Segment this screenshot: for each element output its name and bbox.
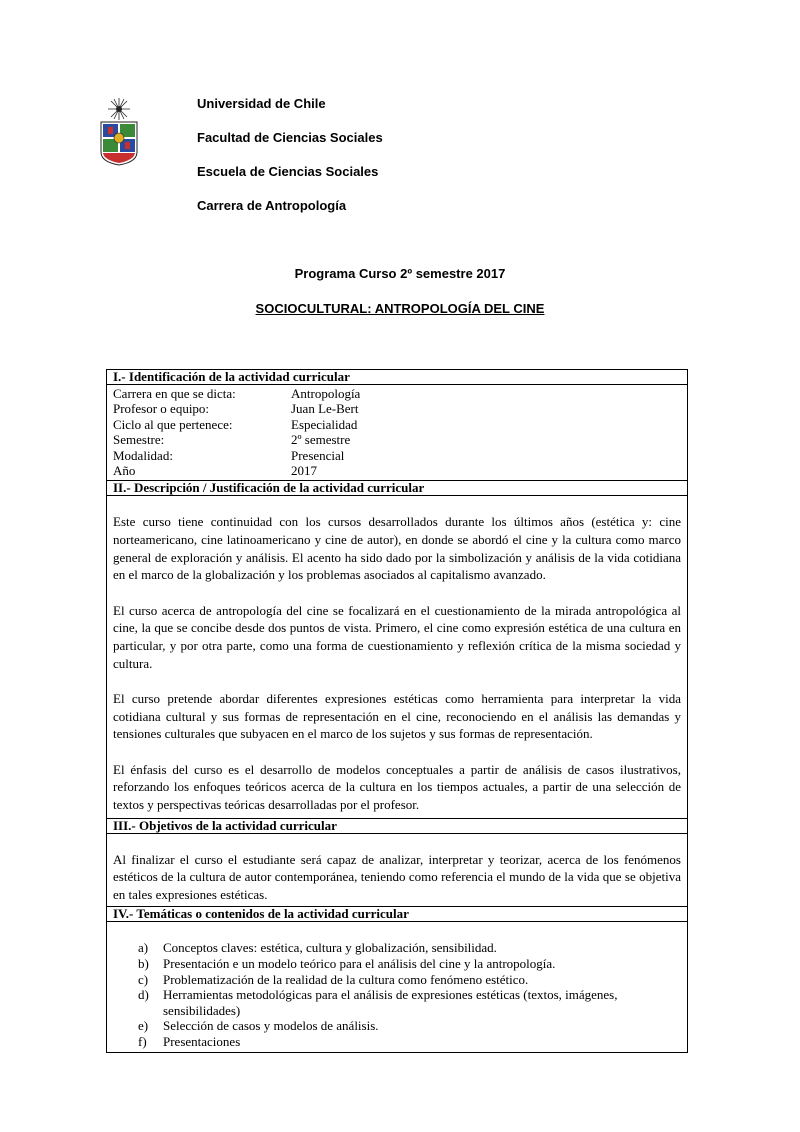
description-body [107,496,687,817]
description-paragraph: El curso pretende abordar diferentes expresiones estéticas como herramienta para interpretar la vida cotidiana cultural y sus formas de representación en el cine, reconociendo en el análisis las demandas y tensiones culturales que subyacen en el marco de los sujetos y sus formas de representación. [113,691,681,742]
list-marker: e) [138,1018,149,1034]
career-name: Carrera de Antropología [197,198,347,213]
list-text: Problematización de la realidad de la cultura como fenómeno estético. [163,971,529,987]
contents-list [107,922,687,1051]
list-marker: b) [138,956,149,972]
list-marker: d) [138,987,149,1003]
list-marker: a) [138,940,149,956]
section-objectives-heading: III.- Objetivos de la actividad curricular [107,818,687,834]
section-identification-heading: I.- Identificación de la actividad curricular [107,370,687,385]
list-item [138,972,681,988]
ident-value: 2º semestre [291,432,351,448]
ident-label: Ciclo al que pertenece: [113,416,233,432]
faculty-name: Facultad de Ciencias Sociales [197,130,383,145]
ident-value: Antropología [291,386,361,401]
identification-list [107,385,687,480]
list-text: Presentaciones [163,1034,241,1049]
description-paragraph: El énfasis del curso es el desarrollo de modelos conceptuales a partir de análisis de casos ilustrativos, reforzando los enfoques teóricos acerca de la cultura en los tiempos actuales, a partir de una selección de textos y perspectivas teóricas desarrolladas por el profesor. [113,761,681,813]
list-marker: c) [138,971,149,987]
ident-value: Juan Le-Bert [291,401,359,417]
list-text: Selección de casos y modelos de análisis. [163,1018,379,1034]
ident-label: Modalidad: [113,447,173,463]
ident-label: Carrera en que se dicta: [113,386,236,401]
list-item [138,987,681,1018]
section-contents-heading: IV.- Temáticas o contenidos de la actividad curricular [107,906,687,922]
list-item [138,956,681,972]
list-item [138,1034,681,1050]
ident-row [113,386,681,401]
ident-row [113,401,681,416]
list-text: Conceptos claves: estética, cultura y globalización, sensibilidad. [163,940,497,956]
description-paragraph: El curso acerca de antropología del cine se focalizará en el cuestionamiento de la mirada antropológica al cine, la que se concibe desde dos puntos de vista. Primero, el cine como expresión estética de una cultura en particular, y por otra parte, como una forma de cuestionamiento y reflexión crítica de la misma sociedad y cultura. [113,602,681,671]
ident-label: Semestre: [113,432,165,448]
list-text: Presentación e un modelo teórico para el análisis del cine y la antropología. [163,956,556,972]
institution-header [197,95,383,231]
ident-value: 2017 [291,462,317,478]
ident-row [113,463,681,478]
ident-row [113,448,681,463]
university-name: Universidad de Chile [197,96,326,111]
ident-label: Año [113,462,136,478]
curriculum-table [106,369,688,1053]
section-description-heading: II.- Descripción / Justificación de la actividad curricular [107,480,687,496]
course-title: SOCIOCULTURAL: ANTROPOLOGÍA DEL CINE [255,301,545,316]
ident-value: Presencial [291,447,345,463]
ident-value: Especialidad [291,416,358,432]
program-title: Programa Curso 2º semestre 2017 [294,266,506,281]
objectives-text: Al finalizar el curso el estudiante será capaz de analizar, interpretar y teorizar, acerca de los fenómenos estéticos de la cultura de autor contemporánea, teniendo como referencia el mundo de la vida que se objetiva en tales expresiones estéticas. [113,851,681,902]
list-item [138,1018,681,1034]
ident-row [113,432,681,447]
list-marker: f) [138,1034,147,1049]
ident-label: Profesor o equipo: [113,401,210,417]
description-paragraph: Este curso tiene continuidad con los cursos desarrollados durante los últimos años (estética y: cine norteamericano, cine latinoamericano y cine de autor), en donde se abordó el cine y la cultura como marco general de exploración y análisis. El acento ha sido dado por la simbolización y análisis de la vida cotidiana en el marco de la globalización y los problemas asociados al capitalismo avanzado. [113,514,681,583]
list-text: Herramientas metodológicas para el análisis de expresiones estéticas (textos, imágenes, sensibilidades) [163,987,618,1018]
university-crest-logo [98,96,140,166]
ident-row [113,417,681,432]
school-name: Escuela de Ciencias Sociales [197,164,379,179]
list-item [138,940,681,956]
